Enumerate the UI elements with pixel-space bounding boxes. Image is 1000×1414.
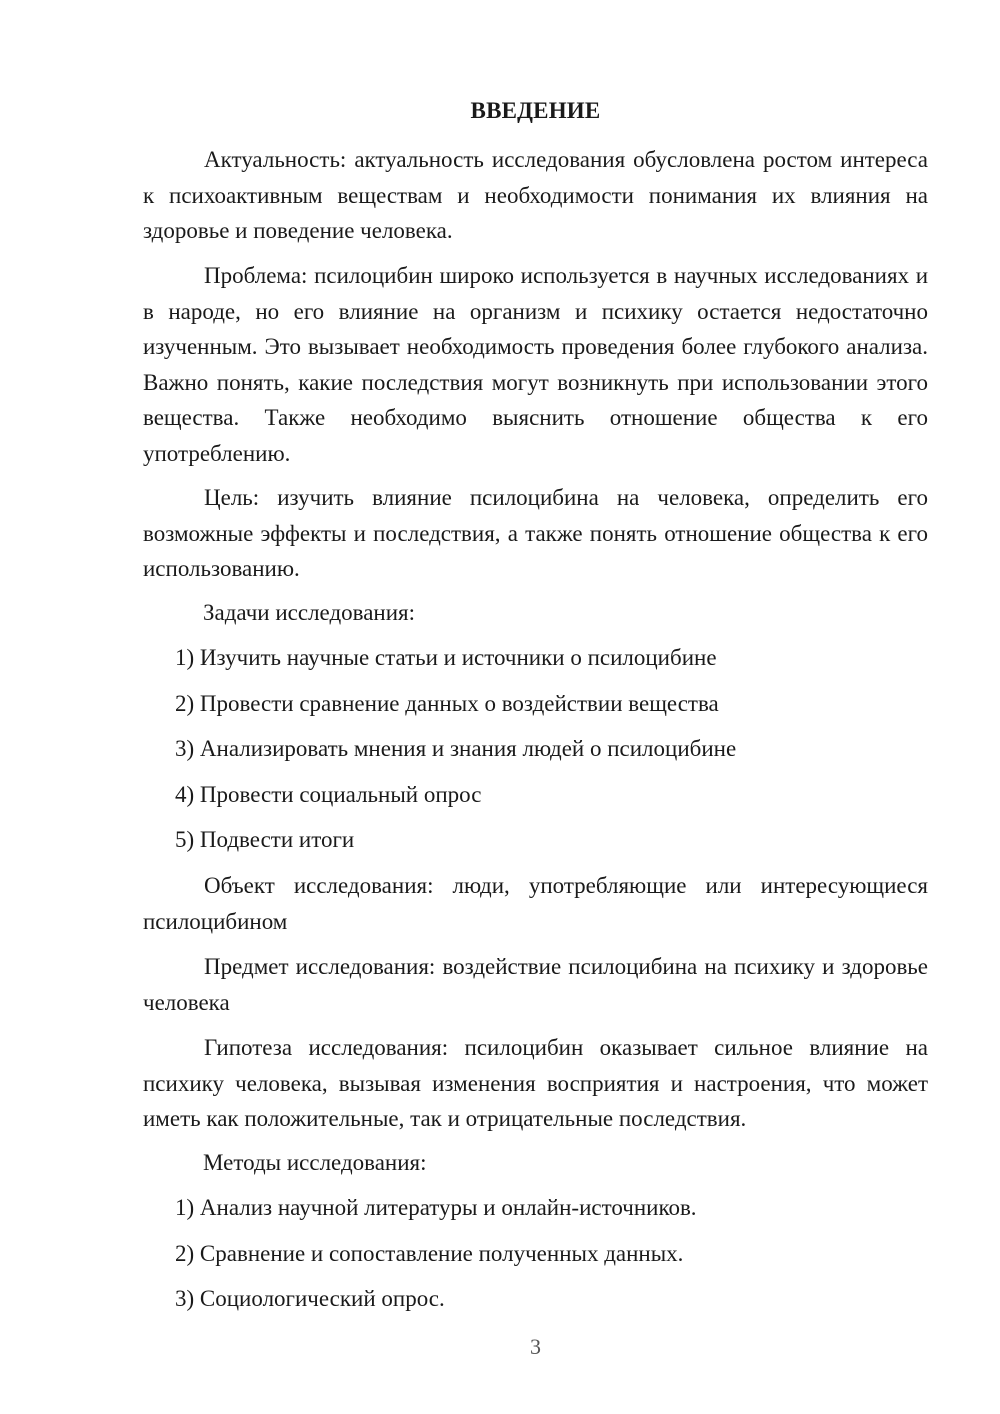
tasks-heading: Задачи исследования: (203, 600, 416, 625)
task-item-5: 5) Подвести итоги (175, 827, 355, 852)
method-item-1: 1) Анализ научной литературы и онлайн-источников. (175, 1195, 697, 1220)
hypothesis-paragraph: Гипотеза исследования: псилоцибин оказывает сильное влияние на психику человека, вызывая изменения восприятия и настроения, что может иметь как положительные, так и отрицательные последствия. (143, 1035, 928, 1131)
relevance-paragraph: Актуальность: актуальность исследования обусловлена ростом интереса к психоактивным веществам и необходимости понимания их влияния на здоровье и поведение человека. (143, 147, 928, 243)
problem-paragraph: Проблема: псилоцибин широко используется в научных исследованиях и в народе, но его влияние на организм и психику остается недостаточно изученным. Это вызывает необходимость проведения более глубокого анализа. Важно понять, какие последствия могут возникнуть при использовании этого вещества. Также необходимо выяснить отношение общества к его употреблению. (143, 263, 928, 466)
methods-heading: Методы исследования: (203, 1150, 427, 1175)
method-item-2: 2) Сравнение и сопоставление полученных данных. (175, 1241, 684, 1266)
method-item-3: 3) Социологический опрос. (175, 1286, 445, 1311)
object-paragraph: Объект исследования: люди, употребляющие или интересующиеся псилоцибином (143, 873, 928, 934)
goal-paragraph: Цель: изучить влияние псилоцибина на человека, определить его возможные эффекты и последствия, а также понять отношение общества к его использованию. (143, 485, 928, 581)
page-number: 3 (530, 1334, 541, 1359)
document-page (143, 0, 928, 1414)
task-item-1: 1) Изучить научные статьи и источники о псилоцибине (175, 645, 717, 670)
document-title: ВВЕДЕНИЕ (470, 98, 601, 123)
task-item-2: 2) Провести сравнение данных о воздействии вещества (175, 691, 719, 716)
task-item-3: 3) Анализировать мнения и знания людей о псилоцибине (175, 736, 737, 761)
task-item-4: 4) Провести социальный опрос (175, 782, 482, 807)
subject-paragraph: Предмет исследования: воздействие псилоцибина на психику и здоровье человека (143, 954, 928, 1015)
